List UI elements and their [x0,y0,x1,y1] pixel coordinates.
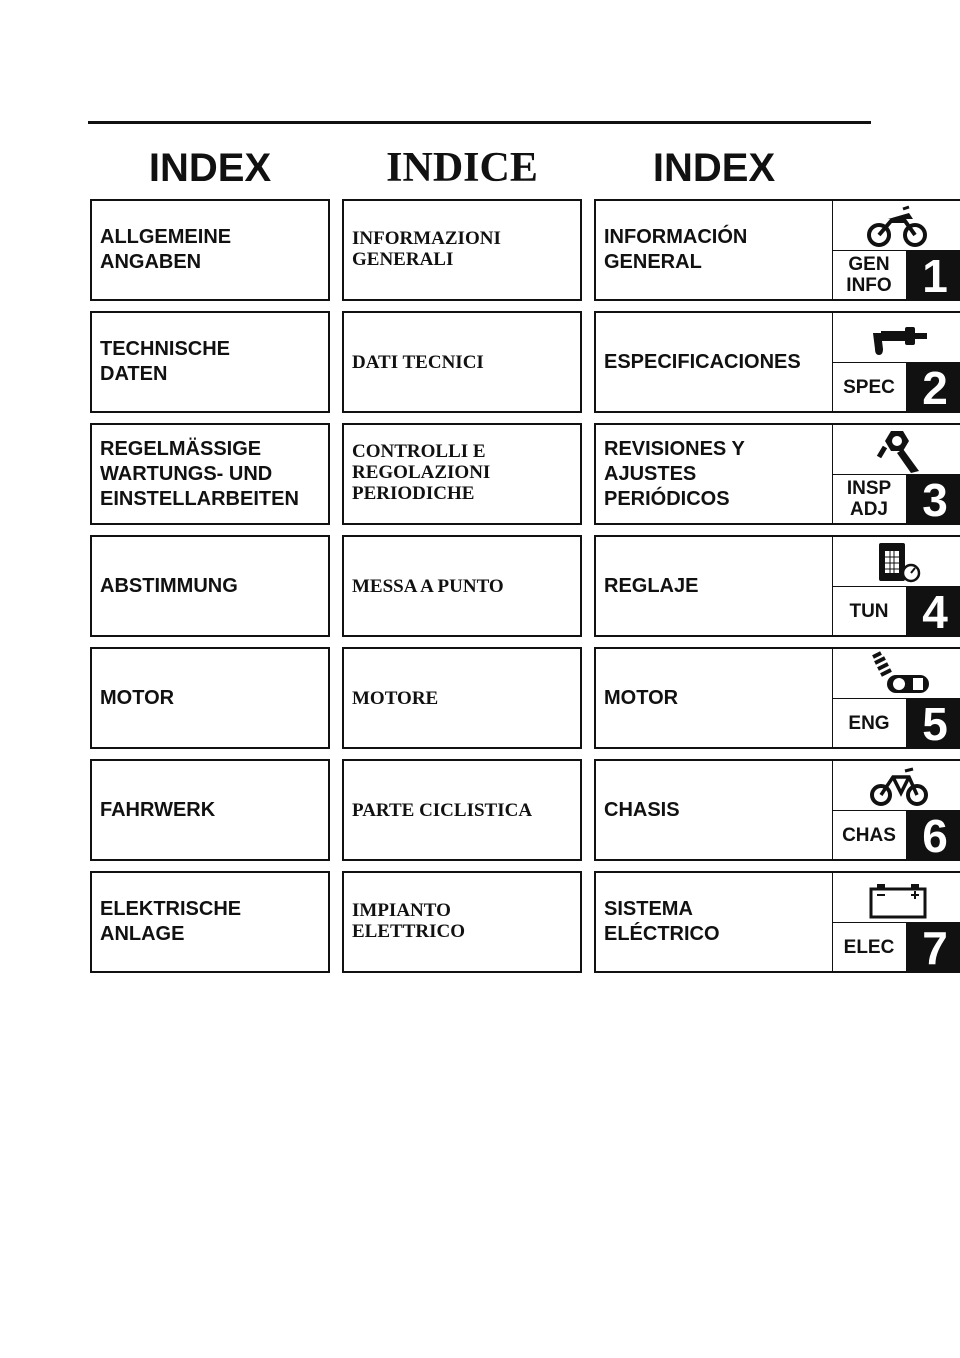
cell-spanish[interactable] [594,871,960,973]
label-spanish: SISTEMA ELÉCTRICO [604,898,720,945]
top-rule [88,121,871,124]
label-german: REGELMÄSSIGE WARTUNGS- UND EINSTELLARBEITEN [100,437,299,510]
tab-number: 1 [906,251,960,301]
tab-label: CHAS [842,824,896,846]
label-italian: MESSA A PUNTO [352,575,504,597]
tab-label: INSP ADJ [846,478,892,520]
tab-number: 6 [906,811,960,861]
label-spanish: INFORMACIÓN GENERAL [604,226,748,273]
tab-number: 4 [906,587,960,637]
label-german: MOTOR [100,686,175,709]
cell-german[interactable] [90,535,330,637]
tab-number: 5 [906,699,960,749]
frame-icon [833,763,960,809]
label-german: FAHRWERK [100,798,216,821]
battery-icon [833,875,960,921]
wrench-icon [833,315,960,361]
tab-label: TUN [849,600,889,622]
label-german: TECHNISCHE DATEN [100,338,231,385]
motorcycle-icon [833,203,960,249]
tab-number: 7 [906,923,960,973]
cell-german[interactable] [90,871,330,973]
cell-italian[interactable] [342,647,582,749]
cell-spanish[interactable] [594,423,960,525]
label-german: ELEKTRISCHE ANLAGE [100,898,242,945]
cell-spanish[interactable] [594,535,960,637]
label-spanish: REGLAJE [604,574,699,597]
nut-wrench-icon [833,427,960,473]
label-spanish: REVISIONES Y AJUSTES PERIÓDICOS [604,437,745,510]
label-italian: DATI TECNICI [352,351,484,373]
label-italian: IMPIANTO ELETTRICO [352,900,465,942]
cell-spanish[interactable] [594,199,960,301]
cell-german[interactable] [90,199,330,301]
clipboard-gauge-icon [833,539,960,585]
tab-number: 2 [906,363,960,413]
tab-label: SPEC [843,376,895,398]
cell-italian[interactable] [342,423,582,525]
piston-icon [833,651,960,697]
cell-spanish[interactable] [594,647,960,749]
cell-spanish[interactable] [594,759,960,861]
header-spanish: INDEX [652,146,776,190]
cell-spanish[interactable] [594,311,960,413]
label-italian: MOTORE [352,687,439,709]
header-italian: INDICE [386,145,538,191]
cell-italian[interactable] [342,535,582,637]
tab-label: ENG [848,712,890,734]
header-german: INDEX [148,146,272,190]
tab-number: 3 [906,475,960,525]
label-german: ABSTIMMUNG [100,574,238,597]
cell-german[interactable] [90,759,330,861]
label-spanish: MOTOR [604,686,679,709]
cell-german[interactable] [90,423,330,525]
cell-italian[interactable] [342,759,582,861]
label-italian: PARTE CICLISTICA [352,799,533,821]
cell-italian[interactable] [342,871,582,973]
cell-german[interactable] [90,647,330,749]
tab-label: GEN INFO [846,254,892,296]
label-german: ALLGEMEINE ANGABEN [100,226,232,273]
label-italian: INFORMAZIONI GENERALI [352,228,501,270]
cell-german[interactable] [90,311,330,413]
tab-label: ELEC [843,936,895,958]
label-spanish: CHASIS [604,798,680,821]
label-spanish: ESPECIFICACIONES [604,350,801,373]
cell-italian[interactable] [342,311,582,413]
cell-italian[interactable] [342,199,582,301]
label-italian: CONTROLLI E REGOLAZIONI PERIODICHE [352,441,491,504]
